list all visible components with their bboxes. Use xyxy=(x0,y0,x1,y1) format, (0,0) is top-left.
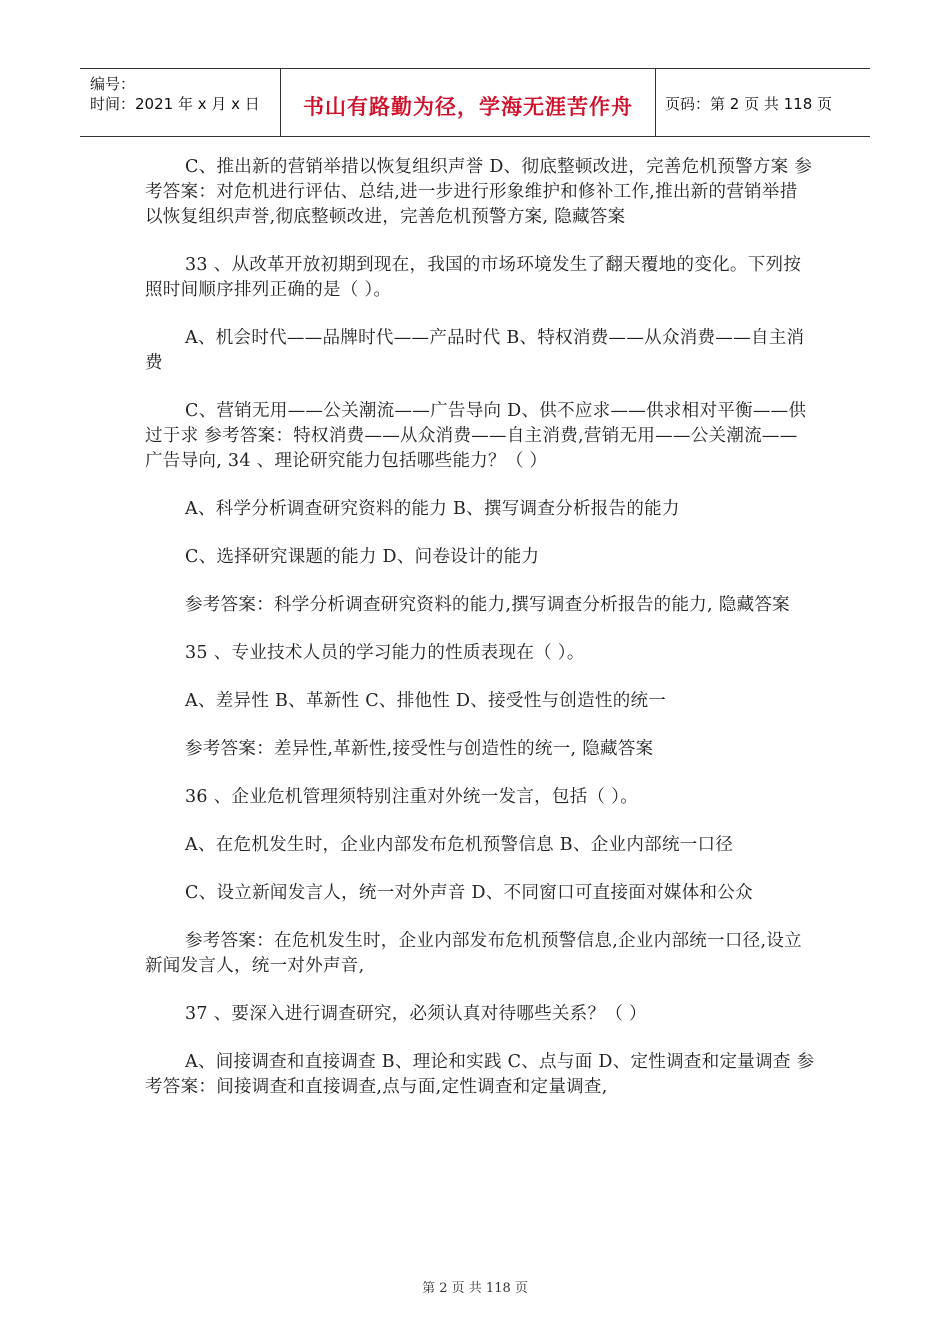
document-header xyxy=(80,68,870,137)
document-body xyxy=(145,155,815,1123)
option-paragraph: A、间接调查和直接调查 B、理论和实践 C、点与面 D、定性调查和定量调查 参考答案：间接调查和直接调查,点与面,定性调查和定量调查, xyxy=(145,1052,815,1097)
answer-paragraph: 参考答案：在危机发生时，企业内部发布危机预警信息,企业内部统一口径,设立新闻发言人，统一对外声音, xyxy=(145,931,802,976)
option-paragraph: A、差异性 B、革新性 C、排他性 D、接受性与创造性的统一 xyxy=(185,691,667,711)
answer-paragraph: 参考答案：科学分析调查研究资料的能力,撰写调查分析报告的能力, 隐藏答案 xyxy=(185,595,790,615)
option-paragraph: A、在危机发生时，企业内部发布危机预警信息 B、企业内部统一口径 xyxy=(185,835,734,855)
option-paragraph: C、营销无用——公关潮流——广告导向 D、供不应求——供求相对平衡——供过于求 参考答案：特权消费——从众消费——自主消费,营销无用——公关潮流——广告导向, 34 、理论研究能力包括哪些能力？（ ） xyxy=(145,401,807,471)
document-date: 时间：2021 年 x 月 x 日 xyxy=(90,95,260,113)
header-motto-cell xyxy=(280,69,656,136)
question-paragraph: 37 、要深入进行调查研究，必须认真对待哪些关系？（ ） xyxy=(185,1004,647,1024)
header-page-code: 页码：第 2 页 共 118 页 xyxy=(665,95,833,113)
option-paragraph: C、设立新闻发言人，统一对外声音 D、不同窗口可直接面对媒体和公众 xyxy=(185,883,753,903)
page-footer: 第 2 页 共 118 页 xyxy=(422,1281,528,1296)
document-number-label: 编号： xyxy=(90,75,136,93)
question-paragraph: 33 、从改革开放初期到现在，我国的市场环境发生了翻天覆地的变化。下列按照时间顺序排列正确的是（ ）。 xyxy=(145,255,802,300)
question-paragraph: 36 、企业危机管理须特别注重对外统一发言，包括（ ）。 xyxy=(185,787,639,807)
option-paragraph: A、机会时代——品牌时代——产品时代 B、特权消费——从众消费——自主消费 xyxy=(145,328,805,373)
header-motto: 书山有路勤为径，学海无涯苦作舟 xyxy=(303,95,633,119)
option-paragraph: C、选择研究课题的能力 D、问卷设计的能力 xyxy=(185,547,540,567)
question-paragraph: 35 、专业技术人员的学习能力的性质表现在（ ）。 xyxy=(185,643,585,663)
paragraph: C、推出新的营销举措以恢复组织声誉 D、彻底整顿改进，完善危机预警方案 参考答案：对危机进行评估、总结,进一步进行形象维护和修补工作,推出新的营销举措以恢复组织声誉,彻底整顿改进，完善危机预警方案, 隐藏答案 xyxy=(145,157,813,227)
answer-paragraph: 参考答案：差异性,革新性,接受性与创造性的统一, 隐藏答案 xyxy=(185,739,654,759)
header-meta-cell xyxy=(80,69,280,136)
header-page-cell xyxy=(655,69,870,136)
option-paragraph: A、科学分析调查研究资料的能力 B、撰写调查分析报告的能力 xyxy=(185,499,680,519)
